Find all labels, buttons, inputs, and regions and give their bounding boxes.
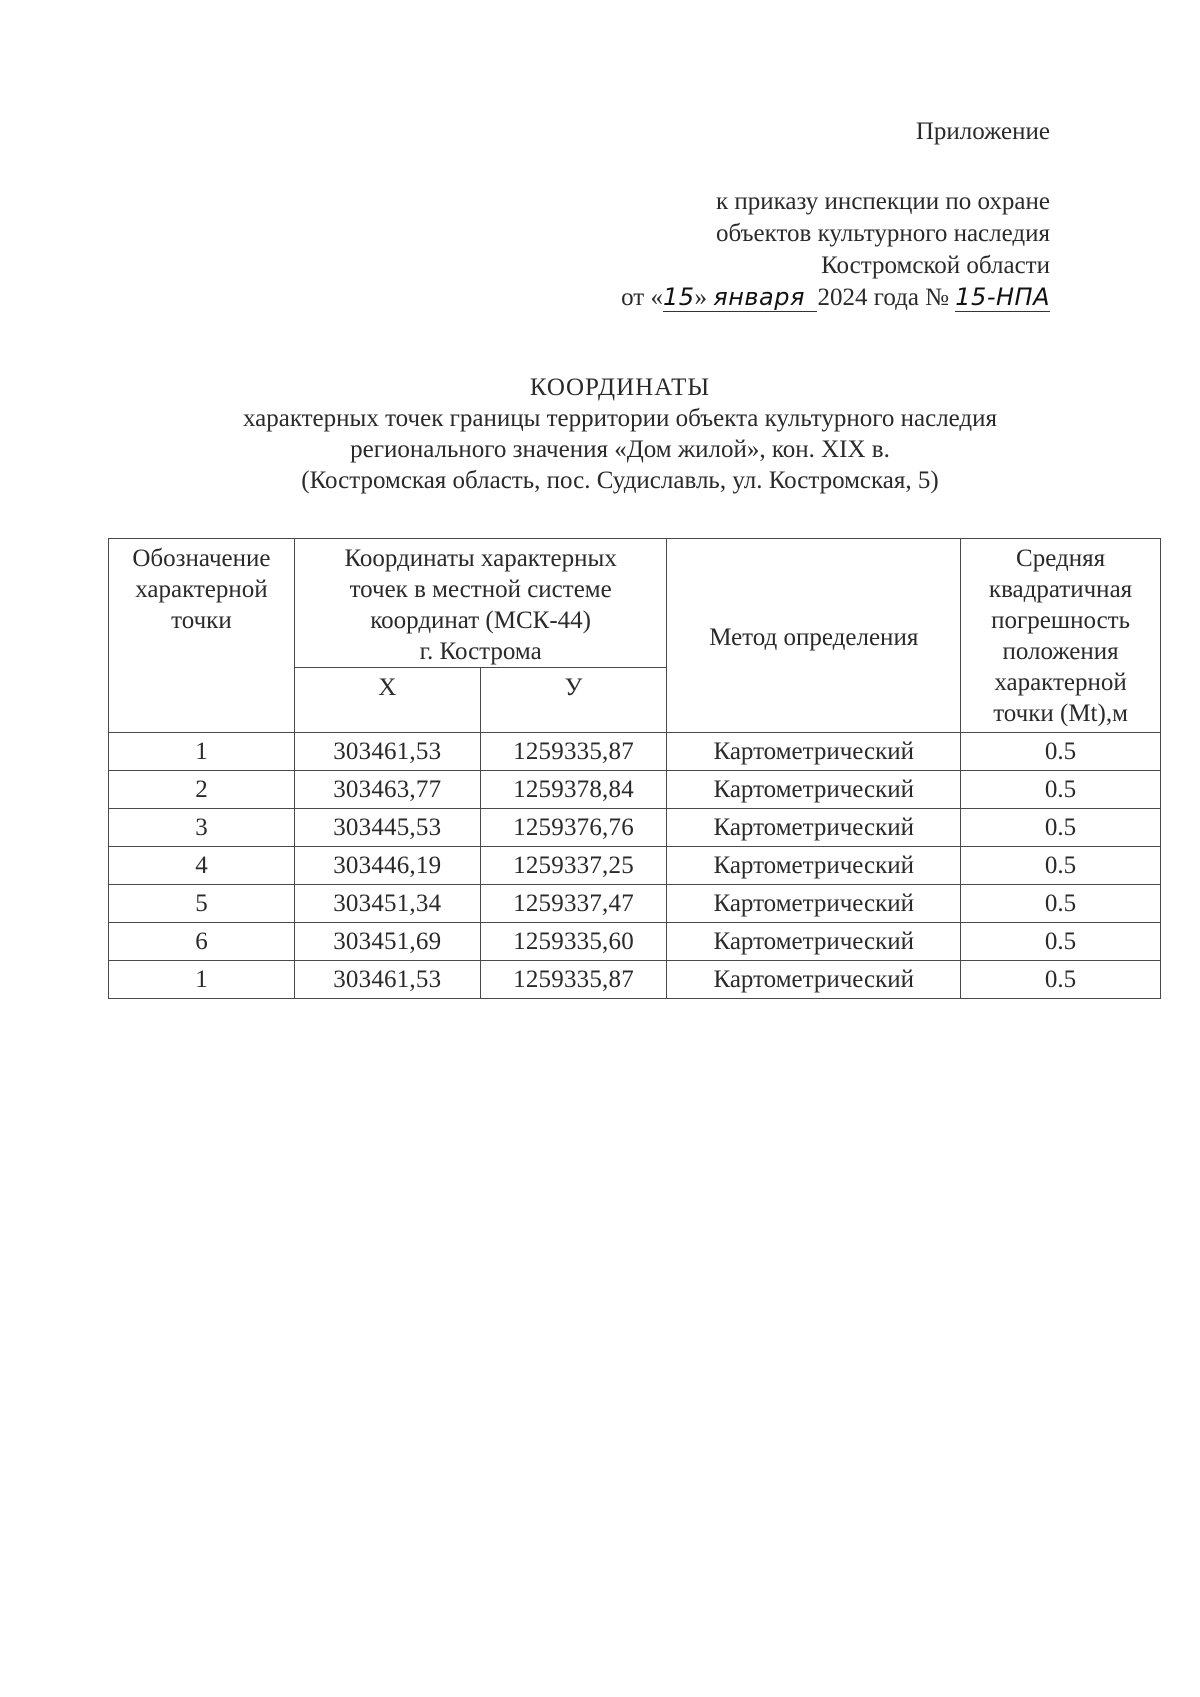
header-point-line: точки (171, 607, 232, 634)
cell-point: 2 (109, 771, 295, 809)
appendix-block (621, 186, 1050, 314)
appendix-line: к приказу инспекции по охране (715, 188, 1050, 215)
cell-y: 1259378,84 (480, 771, 667, 809)
appendix-label: Приложение (915, 118, 1050, 145)
table-row (109, 771, 1161, 809)
appendix-line: Костромской области (821, 252, 1050, 279)
cell-method: Картометрический (667, 923, 961, 961)
cell-point: 3 (109, 809, 295, 847)
header-point-line: характерной (135, 576, 268, 603)
cell-x: 303463,77 (294, 771, 480, 809)
header-error-line: характерной (994, 669, 1127, 696)
cell-x: 303451,69 (294, 923, 480, 961)
order-date-fill (663, 284, 817, 312)
cell-x: 303445,53 (294, 809, 480, 847)
coordinates-table (108, 538, 1161, 999)
header-error-line: квадратичная (988, 576, 1133, 603)
header-error (961, 539, 1161, 733)
cell-error: 0.5 (961, 771, 1161, 809)
order-date-line (621, 282, 1050, 314)
title-line: (Костромская область, пос. Судиславль, ул. Костромская, 5) (301, 467, 939, 494)
cell-y: 1259335,87 (480, 733, 667, 771)
header-coords-line: г. Кострома (419, 638, 542, 665)
cell-error: 0.5 (961, 733, 1161, 771)
order-number-fill (955, 284, 1050, 312)
cell-method: Картометрический (667, 847, 961, 885)
cell-x: 303446,19 (294, 847, 480, 885)
cell-point: 5 (109, 885, 295, 923)
cell-method: Картометрический (667, 961, 961, 999)
cell-error: 0.5 (961, 809, 1161, 847)
cell-point: 4 (109, 847, 295, 885)
header-error-line: точки (Mt),м (993, 700, 1128, 727)
title-block (0, 372, 1200, 496)
order-year: 2024 года № (817, 284, 950, 311)
header-y: У (480, 668, 667, 733)
cell-point: 6 (109, 923, 295, 961)
title-line: регионального значения «Дом жилой», кон. XIX в. (350, 436, 890, 463)
cell-y: 1259337,25 (480, 847, 667, 885)
cell-point: 1 (109, 961, 295, 999)
cell-y: 1259335,60 (480, 923, 667, 961)
header-error-line: погрешность (991, 607, 1130, 634)
table-row (109, 733, 1161, 771)
cell-y: 1259337,47 (480, 885, 667, 923)
header-x: Х (294, 668, 480, 733)
cell-method: Картометрический (667, 771, 961, 809)
order-number-handwritten: 15-НПА (955, 283, 1050, 311)
cell-method: Картометрический (667, 885, 961, 923)
header-method: Метод определения (667, 539, 961, 733)
table-row (109, 961, 1161, 999)
table-row (109, 809, 1161, 847)
table-row (109, 847, 1161, 885)
cell-error: 0.5 (961, 847, 1161, 885)
order-prefix: от « (621, 284, 663, 311)
cell-point: 1 (109, 733, 295, 771)
appendix-line: объектов культурного наследия (716, 220, 1050, 247)
header-coords-line: координат (МСК-44) (370, 607, 591, 634)
cell-x: 303461,53 (294, 961, 480, 999)
header-coords-line: Координаты характерных (344, 545, 617, 572)
header-point (109, 539, 295, 733)
cell-x: 303451,34 (294, 885, 480, 923)
header-error-line: положения (1002, 638, 1119, 665)
cell-method: Картометрический (667, 809, 961, 847)
cell-error: 0.5 (961, 885, 1161, 923)
cell-x: 303461,53 (294, 733, 480, 771)
document-title: КООРДИНАТЫ (529, 374, 711, 401)
cell-error: 0.5 (961, 961, 1161, 999)
order-quote: » (694, 284, 708, 311)
cell-y: 1259335,87 (480, 961, 667, 999)
order-month-handwritten: января (713, 283, 805, 311)
cell-y: 1259376,76 (480, 809, 667, 847)
table-row (109, 885, 1161, 923)
title-line: характерных точек границы территории объекта культурного наследия (242, 405, 998, 432)
header-error-line: Средняя (1016, 545, 1106, 572)
header-coords-line: точек в местной системе (349, 576, 612, 603)
cell-method: Картометрический (667, 733, 961, 771)
header-point-line: Обозначение (132, 545, 271, 572)
cell-error: 0.5 (961, 923, 1161, 961)
order-day-handwritten: 15 (662, 283, 695, 311)
table-row (109, 923, 1161, 961)
header-coordinates (294, 539, 667, 668)
